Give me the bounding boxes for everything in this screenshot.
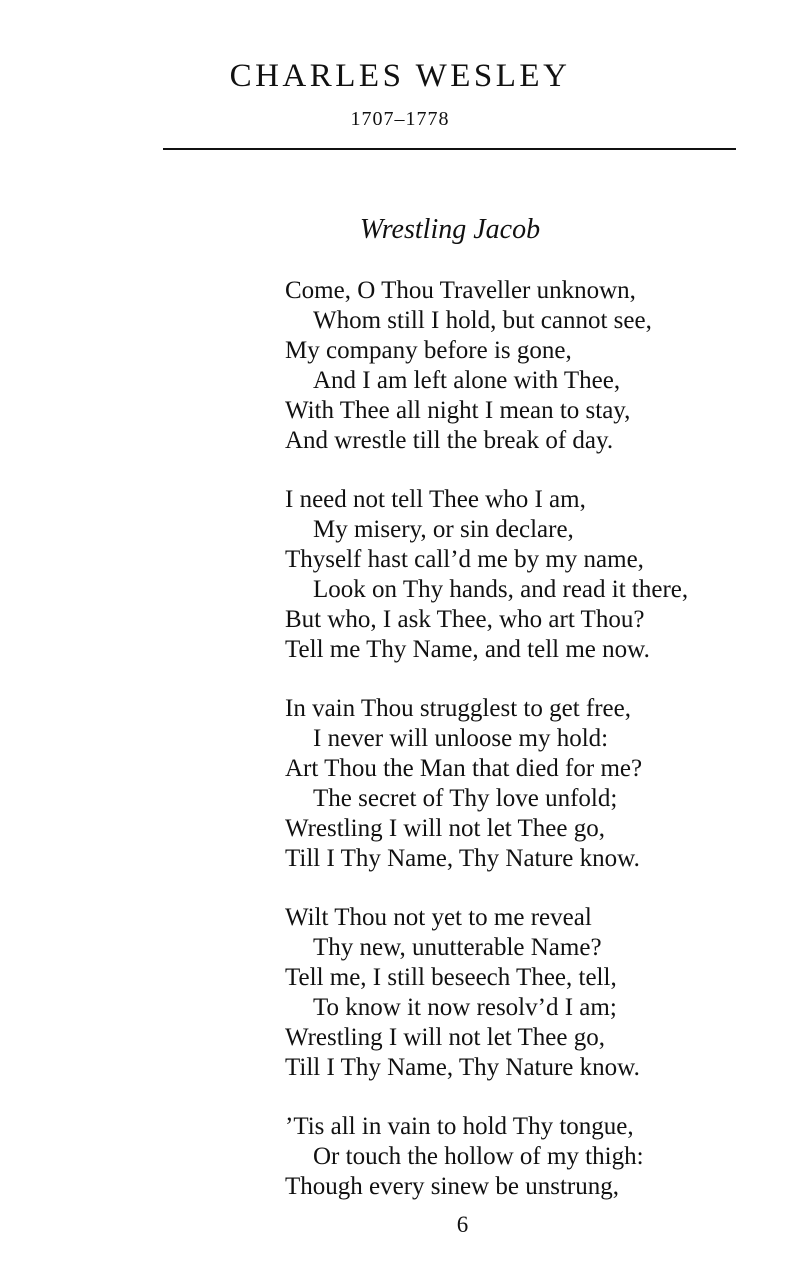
poem-line: With Thee all night I mean to stay, (285, 397, 631, 424)
poem-line: Till I Thy Name, Thy Nature know. (285, 845, 640, 872)
stanza-2 (285, 485, 790, 665)
poem-line: Thy new, unutterable Name? (313, 934, 602, 961)
poem-line: Or touch the hollow of my thigh: (313, 1143, 644, 1170)
poem-body (285, 276, 790, 1231)
poem-line: To know it now resolv’d I am; (313, 994, 617, 1021)
author-heading: CHARLES WESLEY (229, 58, 571, 94)
poem-line: Tell me, I still beseech Thee, tell, (285, 964, 617, 991)
poem-line: The secret of Thy love unfold; (313, 785, 618, 812)
header-rule (163, 148, 736, 150)
poem-line: I need not tell Thee who I am, (285, 486, 586, 513)
stanza-3 (285, 694, 790, 874)
poem-line: I never will unloose my hold: (313, 725, 609, 752)
poem-line: But who, I ask Thee, who art Thou? (285, 606, 645, 633)
poem-line: And wrestle till the break of day. (285, 427, 614, 454)
poem-line: Wrestling I will not let Thee go, (285, 815, 605, 842)
poem-line: My company before is gone, (285, 337, 572, 364)
poem-line: Wrestling I will not let Thee go, (285, 1024, 605, 1051)
poem-line: In vain Thou strugglest to get free, (285, 695, 631, 722)
poem-line: Come, O Thou Traveller unknown, (285, 277, 636, 304)
poem-line: Tell me Thy Name, and tell me now. (285, 636, 650, 663)
poem-line: Whom still I hold, but cannot see, (313, 307, 652, 334)
stanza-5 (285, 1112, 790, 1202)
poem-line: Though every sinew be unstrung, (285, 1173, 619, 1200)
poem-line: And I am left alone with Thee, (313, 367, 621, 394)
poem-line: Look on Thy hands, and read it there, (313, 576, 689, 603)
author-dates: 1707–1778 (350, 108, 450, 130)
poem-title: Wrestling Jacob (359, 214, 541, 245)
stanza-1 (285, 276, 790, 456)
stanza-4 (285, 903, 790, 1083)
poem-line: Wilt Thou not yet to me reveal (285, 904, 592, 931)
poem-line: My misery, or sin declare, (313, 516, 574, 543)
poem-line: Till I Thy Name, Thy Nature know. (285, 1054, 640, 1081)
page-number: 6 (456, 1212, 469, 1237)
poem-line: Thyself hast call’d me by my name, (285, 546, 644, 573)
poem-line: Art Thou the Man that died for me? (285, 755, 643, 782)
poem-line: ’Tis all in vain to hold Thy tongue, (285, 1113, 634, 1140)
